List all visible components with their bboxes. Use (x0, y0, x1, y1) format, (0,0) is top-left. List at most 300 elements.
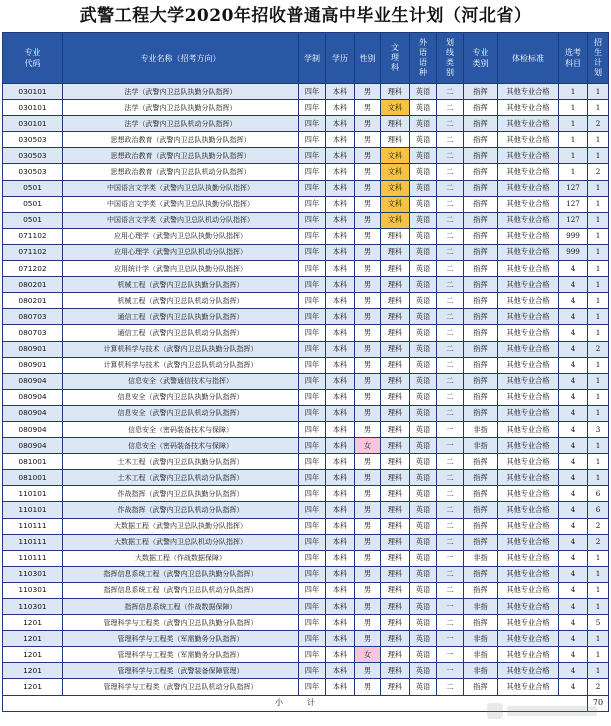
cell-name: 计算机科学与技术（武警内卫总队机动分队指挥） (63, 357, 299, 373)
cell-quota: 2 (588, 164, 609, 180)
cell-stream: 理科 (381, 244, 410, 260)
cell-degree: 本科 (326, 373, 355, 389)
cell-duration: 四年 (299, 679, 326, 695)
cell-physical: 其他专业合格 (498, 196, 559, 212)
cell-language: 英语 (410, 228, 437, 244)
cell-quota: 3 (588, 421, 609, 437)
cell-quota: 1 (588, 228, 609, 244)
cell-category: 指挥 (464, 325, 498, 341)
cell-code: 030101 (3, 116, 63, 132)
cell-code: 080703 (3, 325, 63, 341)
cell-category: 指挥 (464, 84, 498, 100)
cell-batch: 二 (437, 534, 464, 550)
cell-name: 机械工程（武警内卫总队机动分队指挥） (63, 293, 299, 309)
header-duration: 学制 (299, 33, 326, 84)
cell-duration: 四年 (299, 421, 326, 437)
cell-duration: 四年 (299, 148, 326, 164)
cell-stream: 文科 (381, 148, 410, 164)
table-row (3, 309, 609, 325)
cell-batch: 二 (437, 357, 464, 373)
cell-quota: 1 (588, 277, 609, 293)
cell-degree: 本科 (326, 421, 355, 437)
cell-degree: 本科 (326, 100, 355, 116)
cell-subject: 4 (559, 373, 588, 389)
cell-code: 110301 (3, 566, 63, 582)
cell-subject: 4 (559, 293, 588, 309)
cell-quota: 1 (588, 647, 609, 663)
table-row (3, 132, 609, 148)
cell-physical: 其他专业合格 (498, 357, 559, 373)
cell-name: 管理科学与工程类（武警装备保障管理） (63, 663, 299, 679)
cell-quota: 1 (588, 566, 609, 582)
table-row (3, 84, 609, 100)
cell-code: 0501 (3, 196, 63, 212)
cell-subject: 4 (559, 277, 588, 293)
table-row (3, 454, 609, 470)
cell-subject: 4 (559, 454, 588, 470)
cell-category: 指挥 (464, 373, 498, 389)
cell-name: 大数据工程（武警内卫总队机动分队指挥） (63, 534, 299, 550)
cell-code: 1201 (3, 663, 63, 679)
cell-code: 0501 (3, 212, 63, 228)
cell-batch: 二 (437, 582, 464, 598)
cell-language: 英语 (410, 277, 437, 293)
cell-category: 指挥 (464, 357, 498, 373)
cell-gender: 男 (355, 599, 381, 615)
cell-physical: 其他专业合格 (498, 116, 559, 132)
cell-name: 思想政治教育（武警内卫总队机动分队指挥） (63, 164, 299, 180)
cell-name: 土木工程（武警内卫总队执勤分队指挥） (63, 454, 299, 470)
cell-degree: 本科 (326, 534, 355, 550)
cell-language: 英语 (410, 84, 437, 100)
cell-gender: 男 (355, 679, 381, 695)
cell-physical: 其他专业合格 (498, 325, 559, 341)
cell-batch: 二 (437, 293, 464, 309)
cell-quota: 1 (588, 438, 609, 454)
cell-name: 通信工程（武警内卫总队机动分队指挥） (63, 325, 299, 341)
cell-language: 英语 (410, 550, 437, 566)
cell-subject: 4 (559, 502, 588, 518)
table-row (3, 663, 609, 679)
cell-subject: 4 (559, 534, 588, 550)
cell-duration: 四年 (299, 518, 326, 534)
cell-batch: 二 (437, 196, 464, 212)
cell-degree: 本科 (326, 277, 355, 293)
cell-name: 中国语言文学类（武警内卫总队执勤分队指挥） (63, 180, 299, 196)
cell-gender: 男 (355, 405, 381, 421)
cell-degree: 本科 (326, 357, 355, 373)
cell-language: 英语 (410, 325, 437, 341)
cell-stream: 理科 (381, 261, 410, 277)
cell-language: 英语 (410, 341, 437, 357)
cell-code: 030503 (3, 132, 63, 148)
cell-gender: 男 (355, 228, 381, 244)
cell-subject: 4 (559, 663, 588, 679)
cell-code: 080904 (3, 421, 63, 437)
cell-gender: 男 (355, 566, 381, 582)
header-gender: 性别 (355, 33, 381, 84)
cell-physical: 其他专业合格 (498, 389, 559, 405)
cell-physical: 其他专业合格 (498, 132, 559, 148)
table-row (3, 293, 609, 309)
cell-gender: 男 (355, 615, 381, 631)
cell-subject: 1 (559, 148, 588, 164)
cell-language: 英语 (410, 502, 437, 518)
header-subject: 选考科目 (559, 33, 588, 84)
cell-language: 英语 (410, 100, 437, 116)
cell-duration: 四年 (299, 502, 326, 518)
cell-subject: 4 (559, 438, 588, 454)
cell-physical: 其他专业合格 (498, 261, 559, 277)
cell-gender: 男 (355, 631, 381, 647)
cell-name: 应用统计学（武警内卫总队执勤分队指挥） (63, 261, 299, 277)
cell-name: 通信工程（武警内卫总队执勤分队指挥） (63, 309, 299, 325)
cell-category: 指挥 (464, 261, 498, 277)
total-label: 小 计 (3, 695, 588, 711)
cell-category: 指挥 (464, 132, 498, 148)
cell-category: 指挥 (464, 518, 498, 534)
table-row (3, 486, 609, 502)
cell-quota: 2 (588, 116, 609, 132)
cell-language: 英语 (410, 599, 437, 615)
cell-degree: 本科 (326, 196, 355, 212)
cell-subject: 4 (559, 631, 588, 647)
cell-quota: 1 (588, 84, 609, 100)
cell-batch: 二 (437, 405, 464, 421)
cell-language: 英语 (410, 421, 437, 437)
cell-gender: 男 (355, 244, 381, 260)
page-title: 武警工程大学2020年招收普通高中毕业生计划（河北省） (79, 6, 532, 26)
cell-code: 080904 (3, 438, 63, 454)
cell-quota: 1 (588, 309, 609, 325)
cell-stream: 理科 (381, 293, 410, 309)
cell-degree: 本科 (326, 470, 355, 486)
cell-duration: 四年 (299, 647, 326, 663)
cell-code: 080201 (3, 293, 63, 309)
cell-duration: 四年 (299, 309, 326, 325)
cell-gender: 男 (355, 293, 381, 309)
cell-quota: 2 (588, 341, 609, 357)
cell-batch: 二 (437, 309, 464, 325)
cell-degree: 本科 (326, 116, 355, 132)
cell-name: 信息安全（武警通信技术与指挥） (63, 373, 299, 389)
cell-language: 英语 (410, 212, 437, 228)
cell-quota: 2 (588, 518, 609, 534)
header-stream: 文理科 (381, 33, 410, 84)
cell-duration: 四年 (299, 293, 326, 309)
cell-quota: 1 (588, 100, 609, 116)
table-row (3, 164, 609, 180)
cell-category: 指挥 (464, 293, 498, 309)
cell-language: 英语 (410, 196, 437, 212)
cell-quota: 1 (588, 582, 609, 598)
cell-quota: 2 (588, 679, 609, 695)
cell-name: 指挥信息系统工程（作战数据保障） (63, 599, 299, 615)
cell-subject: 4 (559, 647, 588, 663)
cell-category: 指挥 (464, 277, 498, 293)
cell-language: 英语 (410, 389, 437, 405)
cell-category: 指挥 (464, 212, 498, 228)
cell-category: 非指 (464, 663, 498, 679)
cell-gender: 男 (355, 582, 381, 598)
cell-category: 指挥 (464, 534, 498, 550)
cell-category: 指挥 (464, 679, 498, 695)
cell-batch: 二 (437, 373, 464, 389)
cell-physical: 其他专业合格 (498, 228, 559, 244)
cell-name: 法学（武警内卫总队执勤分队指挥） (63, 100, 299, 116)
table-header (3, 33, 609, 84)
cell-stream: 文科 (381, 196, 410, 212)
cell-gender: 男 (355, 421, 381, 437)
cell-stream: 理科 (381, 357, 410, 373)
table-row (3, 566, 609, 582)
cell-physical: 其他专业合格 (498, 550, 559, 566)
cell-subject: 4 (559, 405, 588, 421)
cell-batch: 二 (437, 84, 464, 100)
cell-physical: 其他专业合格 (498, 679, 559, 695)
cell-name: 应用心理学（武警内卫总队执勤分队指挥） (63, 228, 299, 244)
cell-duration: 四年 (299, 180, 326, 196)
cell-stream: 文科 (381, 180, 410, 196)
cell-duration: 四年 (299, 212, 326, 228)
total-value: 70 (588, 695, 609, 711)
cell-code: 080201 (3, 277, 63, 293)
cell-language: 英语 (410, 631, 437, 647)
cell-gender: 男 (355, 470, 381, 486)
cell-language: 英语 (410, 373, 437, 389)
cell-duration: 四年 (299, 438, 326, 454)
cell-code: 081001 (3, 454, 63, 470)
cell-language: 英语 (410, 405, 437, 421)
cell-subject: 4 (559, 486, 588, 502)
cell-physical: 其他专业合格 (498, 293, 559, 309)
cell-gender: 男 (355, 550, 381, 566)
cell-degree: 本科 (326, 164, 355, 180)
cell-category: 指挥 (464, 341, 498, 357)
cell-name: 大数据工程（作战数据保障） (63, 550, 299, 566)
cell-category: 非指 (464, 550, 498, 566)
cell-gender: 男 (355, 196, 381, 212)
cell-batch: 二 (437, 470, 464, 486)
cell-name: 指挥信息系统工程（武警内卫总队机动分队指挥） (63, 582, 299, 598)
cell-physical: 其他专业合格 (498, 180, 559, 196)
cell-subject: 4 (559, 309, 588, 325)
cell-category: 指挥 (464, 180, 498, 196)
table-row (3, 615, 609, 631)
cell-stream: 理科 (381, 550, 410, 566)
cell-subject: 4 (559, 325, 588, 341)
cell-name: 思想政治教育（武警内卫总队执勤分队指挥） (63, 148, 299, 164)
cell-batch: 二 (437, 148, 464, 164)
cell-degree: 本科 (326, 405, 355, 421)
table-row (3, 470, 609, 486)
cell-stream: 理科 (381, 502, 410, 518)
table-row (3, 438, 609, 454)
cell-code: 080904 (3, 373, 63, 389)
cell-batch: 二 (437, 212, 464, 228)
cell-code: 030503 (3, 164, 63, 180)
cell-code: 110101 (3, 486, 63, 502)
table-body (3, 84, 609, 712)
cell-physical: 其他专业合格 (498, 631, 559, 647)
cell-batch: 二 (437, 389, 464, 405)
cell-degree: 本科 (326, 502, 355, 518)
cell-gender: 男 (355, 309, 381, 325)
cell-language: 英语 (410, 470, 437, 486)
cell-batch: 二 (437, 454, 464, 470)
cell-language: 英语 (410, 647, 437, 663)
cell-name: 指挥信息系统工程（武警内卫总队执勤分队指挥） (63, 566, 299, 582)
cell-physical: 其他专业合格 (498, 663, 559, 679)
table-row (3, 341, 609, 357)
cell-language: 英语 (410, 164, 437, 180)
cell-batch: 二 (437, 566, 464, 582)
table-row (3, 421, 609, 437)
cell-quota: 1 (588, 599, 609, 615)
cell-degree: 本科 (326, 261, 355, 277)
cell-gender: 男 (355, 132, 381, 148)
cell-batch: 二 (437, 132, 464, 148)
cell-subject: 1 (559, 164, 588, 180)
cell-batch: 二 (437, 679, 464, 695)
cell-quota: 5 (588, 615, 609, 631)
cell-subject: 127 (559, 212, 588, 228)
cell-duration: 四年 (299, 341, 326, 357)
cell-quota: 1 (588, 663, 609, 679)
cell-physical: 其他专业合格 (498, 373, 559, 389)
cell-language: 英语 (410, 566, 437, 582)
cell-degree: 本科 (326, 631, 355, 647)
table-row (3, 116, 609, 132)
cell-gender: 男 (355, 518, 381, 534)
cell-stream: 理科 (381, 309, 410, 325)
cell-duration: 四年 (299, 373, 326, 389)
cell-category: 指挥 (464, 100, 498, 116)
cell-language: 英语 (410, 261, 437, 277)
cell-name: 信息安全（武警内卫总队机动分队指挥） (63, 405, 299, 421)
cell-stream: 理科 (381, 631, 410, 647)
cell-language: 英语 (410, 148, 437, 164)
cell-language: 英语 (410, 518, 437, 534)
table-row (3, 373, 609, 389)
cell-duration: 四年 (299, 631, 326, 647)
cell-batch: 一 (437, 599, 464, 615)
table-row (3, 212, 609, 228)
cell-degree: 本科 (326, 615, 355, 631)
cell-category: 指挥 (464, 116, 498, 132)
cell-quota: 1 (588, 470, 609, 486)
cell-category: 非指 (464, 438, 498, 454)
cell-name: 法学（武警内卫总队机动分队指挥） (63, 116, 299, 132)
cell-stream: 文科 (381, 212, 410, 228)
cell-language: 英语 (410, 293, 437, 309)
cell-code: 030101 (3, 100, 63, 116)
cell-language: 英语 (410, 582, 437, 598)
cell-gender: 男 (355, 534, 381, 550)
cell-code: 110111 (3, 550, 63, 566)
table-row (3, 277, 609, 293)
cell-stream: 理科 (381, 325, 410, 341)
header-degree: 学历 (326, 33, 355, 84)
cell-degree: 本科 (326, 566, 355, 582)
cell-name: 大数据工程（武警内卫总队执勤分队指挥） (63, 518, 299, 534)
cell-physical: 其他专业合格 (498, 438, 559, 454)
cell-subject: 127 (559, 196, 588, 212)
cell-language: 英语 (410, 679, 437, 695)
cell-gender: 男 (355, 663, 381, 679)
cell-code: 080904 (3, 405, 63, 421)
cell-physical: 其他专业合格 (498, 502, 559, 518)
header-category: 专业类别 (464, 33, 498, 84)
cell-degree: 本科 (326, 325, 355, 341)
cell-name: 思想政治教育（武警内卫总队执勤分队指挥） (63, 132, 299, 148)
cell-category: 指挥 (464, 196, 498, 212)
cell-category: 指挥 (464, 486, 498, 502)
cell-subject: 4 (559, 582, 588, 598)
table-row (3, 631, 609, 647)
cell-stream: 理科 (381, 534, 410, 550)
cell-subject: 4 (559, 389, 588, 405)
cell-physical: 其他专业合格 (498, 341, 559, 357)
watermark-logo (485, 700, 605, 722)
cell-stream: 文科 (381, 100, 410, 116)
cell-language: 英语 (410, 180, 437, 196)
cell-degree: 本科 (326, 84, 355, 100)
cell-batch: 二 (437, 502, 464, 518)
cell-name: 应用心理学（武警内卫总队机动分队指挥） (63, 244, 299, 260)
cell-language: 英语 (410, 663, 437, 679)
cell-duration: 四年 (299, 454, 326, 470)
cell-batch: 二 (437, 261, 464, 277)
cell-subject: 1 (559, 84, 588, 100)
cell-name: 管理科学与工程类（军需勤务分队指挥） (63, 631, 299, 647)
table-row (3, 325, 609, 341)
cell-gender: 男 (355, 164, 381, 180)
cell-batch: 二 (437, 228, 464, 244)
cell-stream: 理科 (381, 582, 410, 598)
cell-gender: 男 (355, 341, 381, 357)
cell-degree: 本科 (326, 647, 355, 663)
cell-name: 土木工程（武警内卫总队机动分队指挥） (63, 470, 299, 486)
cell-duration: 四年 (299, 228, 326, 244)
table-row (3, 550, 609, 566)
cell-category: 指挥 (464, 454, 498, 470)
table-row (3, 518, 609, 534)
cell-category: 非指 (464, 421, 498, 437)
cell-stream: 文科 (381, 164, 410, 180)
cell-duration: 四年 (299, 405, 326, 421)
cell-stream: 理科 (381, 679, 410, 695)
cell-code: 080703 (3, 309, 63, 325)
cell-duration: 四年 (299, 116, 326, 132)
table-row (3, 534, 609, 550)
cell-category: 指挥 (464, 164, 498, 180)
table-row (3, 196, 609, 212)
cell-category: 指挥 (464, 405, 498, 421)
cell-subject: 999 (559, 244, 588, 260)
cell-degree: 本科 (326, 454, 355, 470)
cell-degree: 本科 (326, 212, 355, 228)
cell-duration: 四年 (299, 550, 326, 566)
cell-gender: 男 (355, 212, 381, 228)
cell-degree: 本科 (326, 438, 355, 454)
cell-duration: 四年 (299, 582, 326, 598)
cell-duration: 四年 (299, 164, 326, 180)
cell-name: 法学（武警内卫总队执勤分队指挥） (63, 84, 299, 100)
cell-duration: 四年 (299, 470, 326, 486)
cell-physical: 其他专业合格 (498, 212, 559, 228)
cell-language: 英语 (410, 534, 437, 550)
